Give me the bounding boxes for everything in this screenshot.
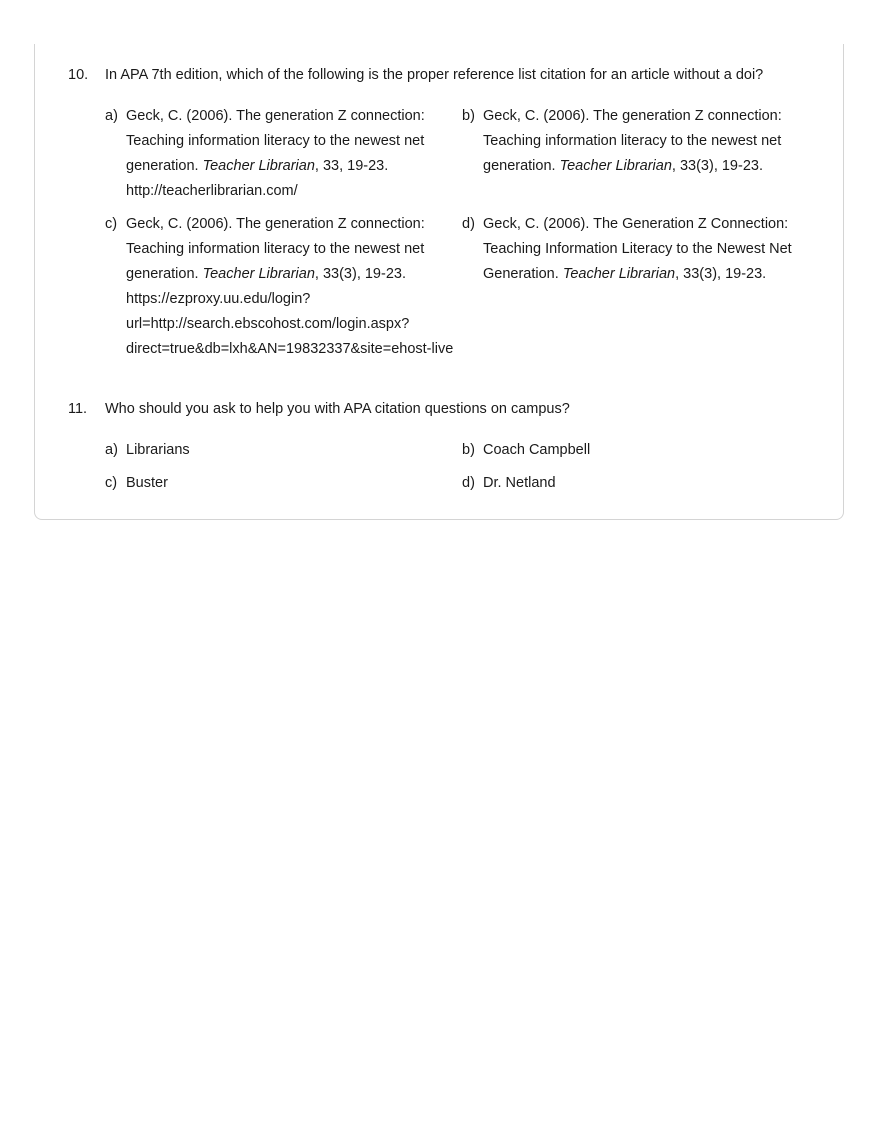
option-letter: d) bbox=[462, 475, 475, 491]
text-run: Teaching Information Literacy to the Newest Net bbox=[483, 241, 792, 257]
question-text: In APA 7th edition, which of the following is the proper reference list citation for an article without a doi? bbox=[105, 67, 764, 83]
option-letter: b) bbox=[462, 442, 475, 458]
question-number: 11. bbox=[68, 401, 88, 417]
text-run: Librarians bbox=[126, 442, 190, 458]
option-letter: c) bbox=[105, 475, 118, 491]
option-text-line bbox=[126, 337, 453, 362]
journal-title: Teacher Librarian bbox=[559, 158, 672, 174]
text-run: Teaching information literacy to the newest net bbox=[126, 241, 425, 257]
option-text-line bbox=[483, 104, 782, 129]
option-text-line bbox=[483, 212, 792, 237]
option-text bbox=[483, 438, 590, 463]
option-text-line bbox=[126, 438, 190, 463]
option-text-line bbox=[126, 471, 168, 496]
option-letter: c) bbox=[105, 216, 118, 232]
option-text bbox=[483, 471, 556, 496]
text-run: , 33(3), 19-23. bbox=[671, 158, 763, 174]
option-text-line bbox=[126, 287, 453, 312]
option-text-line bbox=[126, 312, 453, 337]
option-text-line bbox=[126, 154, 425, 179]
text-run: http://teacherlibrarian.com/ bbox=[126, 183, 298, 199]
text-run: generation. bbox=[126, 158, 203, 174]
text-run: , 33, 19-23. bbox=[314, 158, 389, 174]
journal-title: Teacher Librarian bbox=[562, 266, 676, 282]
text-run: Teaching information literacy to the newest net bbox=[483, 133, 782, 149]
text-run: generation. bbox=[126, 266, 203, 282]
text-run: Generation. bbox=[483, 266, 563, 282]
option-letter: d) bbox=[462, 216, 475, 232]
option-text-line bbox=[126, 179, 425, 204]
text-run: Coach Campbell bbox=[483, 442, 591, 458]
text-run: Geck, C. (2006). The generation Z connection: bbox=[126, 108, 425, 124]
option-text bbox=[126, 471, 168, 496]
option-text-line bbox=[126, 129, 425, 154]
journal-title: Teacher Librarian bbox=[202, 158, 315, 174]
text-run: Teaching information literacy to the newest net bbox=[126, 133, 425, 149]
option-letter: a) bbox=[105, 108, 118, 124]
option-text bbox=[126, 104, 425, 204]
option-letter: a) bbox=[105, 442, 118, 458]
option-text-line bbox=[483, 438, 590, 463]
option-text-line bbox=[483, 129, 782, 154]
option-text bbox=[483, 104, 782, 179]
question-text: Who should you ask to help you with APA citation questions on campus? bbox=[105, 401, 570, 417]
question-number: 10. bbox=[68, 67, 89, 83]
text-run: direct=true&db=lxh&AN=19832337&site=ehost-live bbox=[126, 341, 454, 357]
text-run: Geck, C. (2006). The generation Z connection: bbox=[483, 108, 782, 124]
text-run: , 33(3), 19-23. bbox=[675, 266, 767, 282]
option-text bbox=[483, 212, 792, 287]
option-text-line bbox=[126, 212, 453, 237]
option-text-line bbox=[126, 104, 425, 129]
option-text-line bbox=[126, 237, 453, 262]
text-run: Dr. Netland bbox=[483, 475, 556, 491]
option-text-line bbox=[126, 262, 453, 287]
option-text-line bbox=[483, 262, 792, 287]
text-run: Geck, C. (2006). The Generation Z Connection: bbox=[483, 216, 789, 232]
option-text bbox=[126, 212, 453, 362]
text-run: url=http://search.ebscohost.com/login.aspx? bbox=[126, 316, 410, 332]
text-run: , 33(3), 19-23. bbox=[314, 266, 406, 282]
text-run: Buster bbox=[126, 475, 168, 491]
option-text-line bbox=[483, 154, 782, 179]
option-text-line bbox=[483, 471, 556, 496]
option-text-line bbox=[483, 237, 792, 262]
text-run: Geck, C. (2006). The generation Z connection: bbox=[126, 216, 425, 232]
journal-title: Teacher Librarian bbox=[202, 266, 315, 282]
option-letter: b) bbox=[462, 108, 475, 124]
text-run: generation. bbox=[483, 158, 560, 174]
text-run: https://ezproxy.uu.edu/login? bbox=[126, 291, 311, 307]
option-text bbox=[126, 438, 190, 463]
